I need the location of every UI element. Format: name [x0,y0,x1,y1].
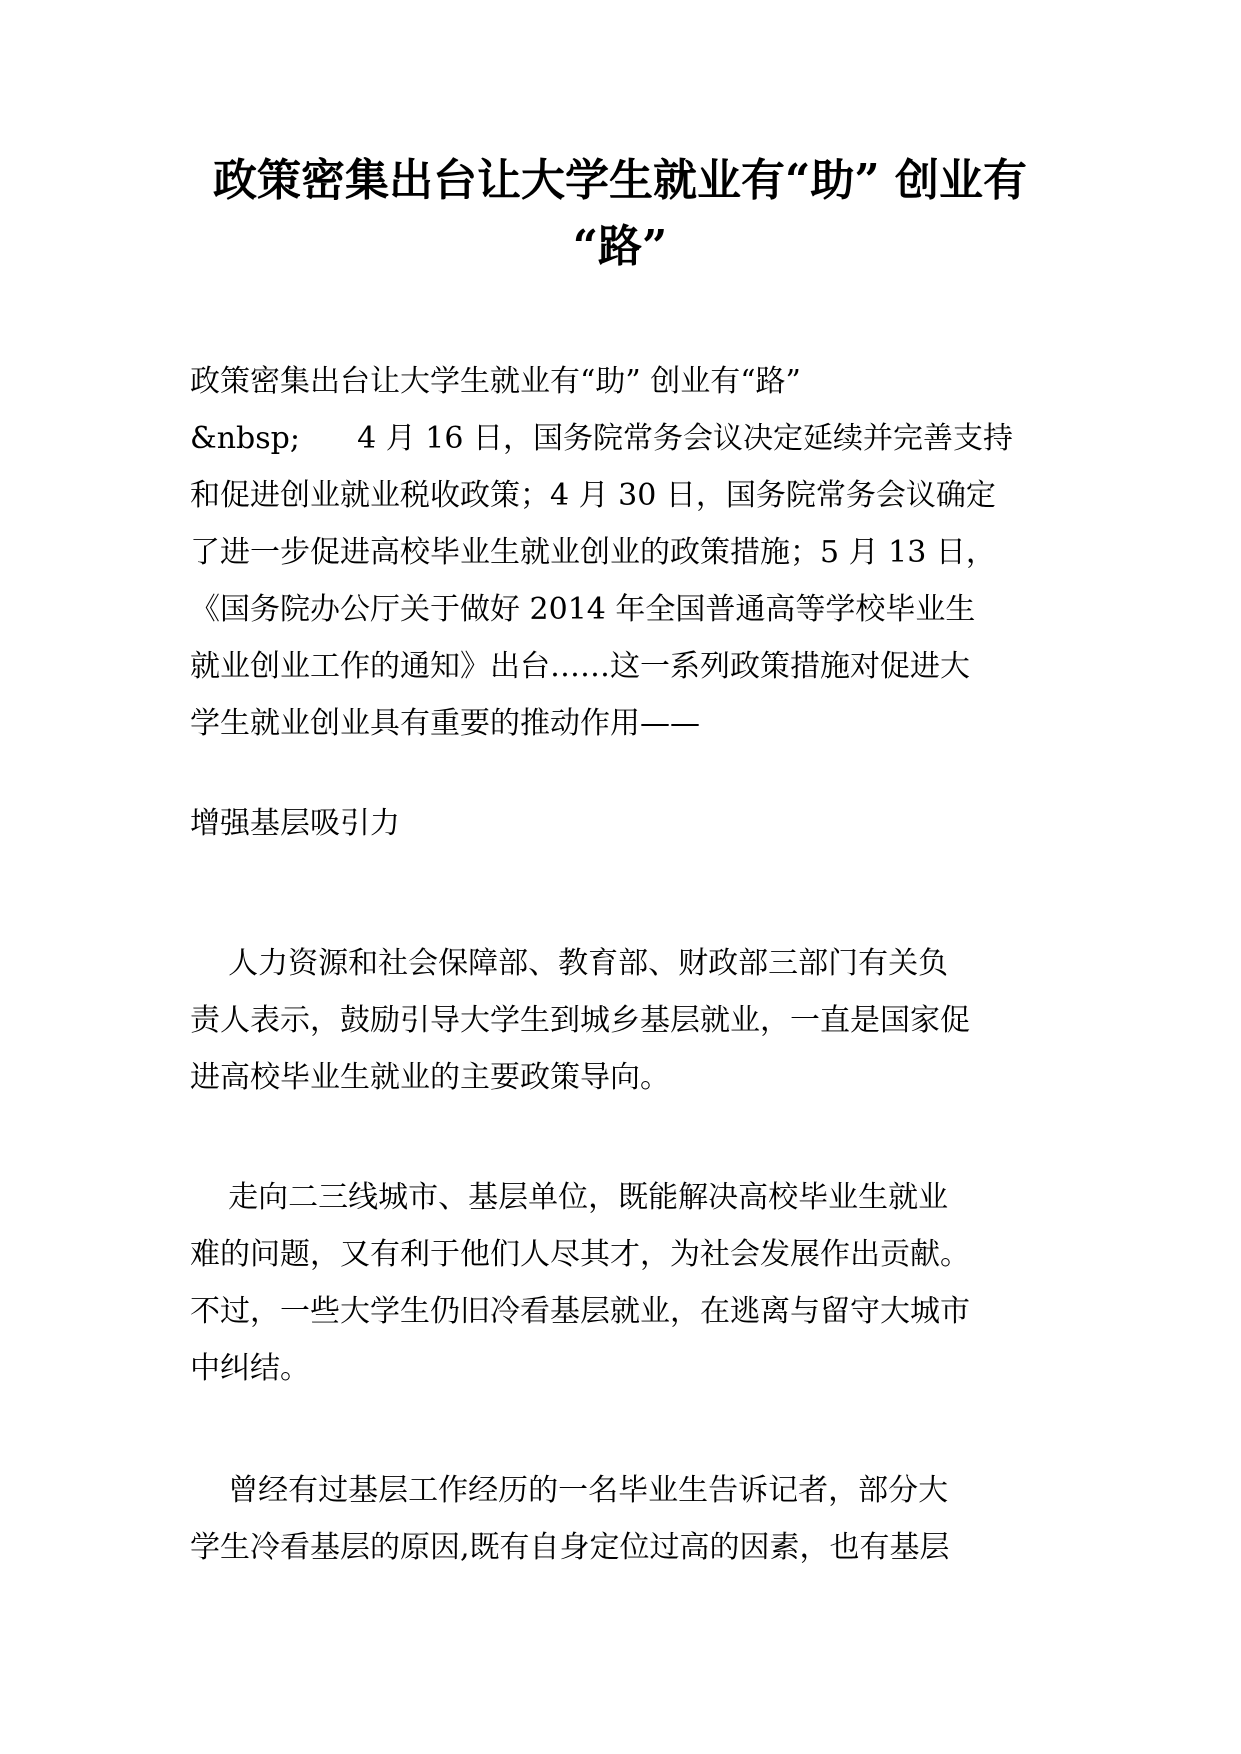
text-line: 责人表示，鼓励引导大学生到城乡基层就业，一直是国家促 [190,1003,970,1038]
text-line: &nbsp; 4 月 16 日，国务院常务会议决定延续并完善支持 [190,421,1014,456]
text-line: 进高校毕业生就业的主要政策导向。 [190,1060,670,1095]
text-line: 中纠结。 [190,1351,310,1386]
text-line: 学生冷看基层的原因,既有自身定位过高的因素，也有基层 [190,1530,950,1565]
text-line: 《国务院办公厅关于做好 2014 年全国普通高等学校毕业生 [190,592,976,627]
text-line: 不过，一些大学生仍旧冷看基层就业，在逃离与留守大城市 [190,1294,970,1329]
text-line: 走向二三线城市、基层单位，既能解决高校毕业生就业 [190,1180,949,1215]
text-line: 学生就业创业具有重要的推动作用—— [190,706,700,741]
text-line: 曾经有过基层工作经历的一名毕业生告诉记者，部分大 [190,1473,949,1508]
document-title [170,148,1070,280]
paragraph-3 [190,1169,1060,1397]
text-line: 政策密集出台让大学生就业有“助” 创业有“路” [190,364,801,399]
text-line: 和促进创业就业税收政策；4 月 30 日，国务院常务会议确定 [190,478,996,513]
text-line: 了进一步促进高校毕业生就业创业的政策措施；5 月 13 日， [190,535,996,570]
intro-paragraph [190,353,1060,752]
text-line: 就业创业工作的通知》出台……这一系列政策措施对促进大 [190,649,970,684]
paragraph-4 [190,1462,1060,1576]
text-line: 难的问题，又有利于他们人尽其才，为社会发展作出贡献。 [190,1237,970,1272]
paragraph-2 [190,935,1060,1106]
section-heading [190,795,1060,852]
section-heading-text: 增强基层吸引力 [190,806,400,841]
title-line: 政策密集出台让大学生就业有“助” 创业有 [213,155,1027,206]
title-line: “路” [572,221,668,272]
text-line: 人力资源和社会保障部、教育部、财政部三部门有关负 [190,946,949,981]
